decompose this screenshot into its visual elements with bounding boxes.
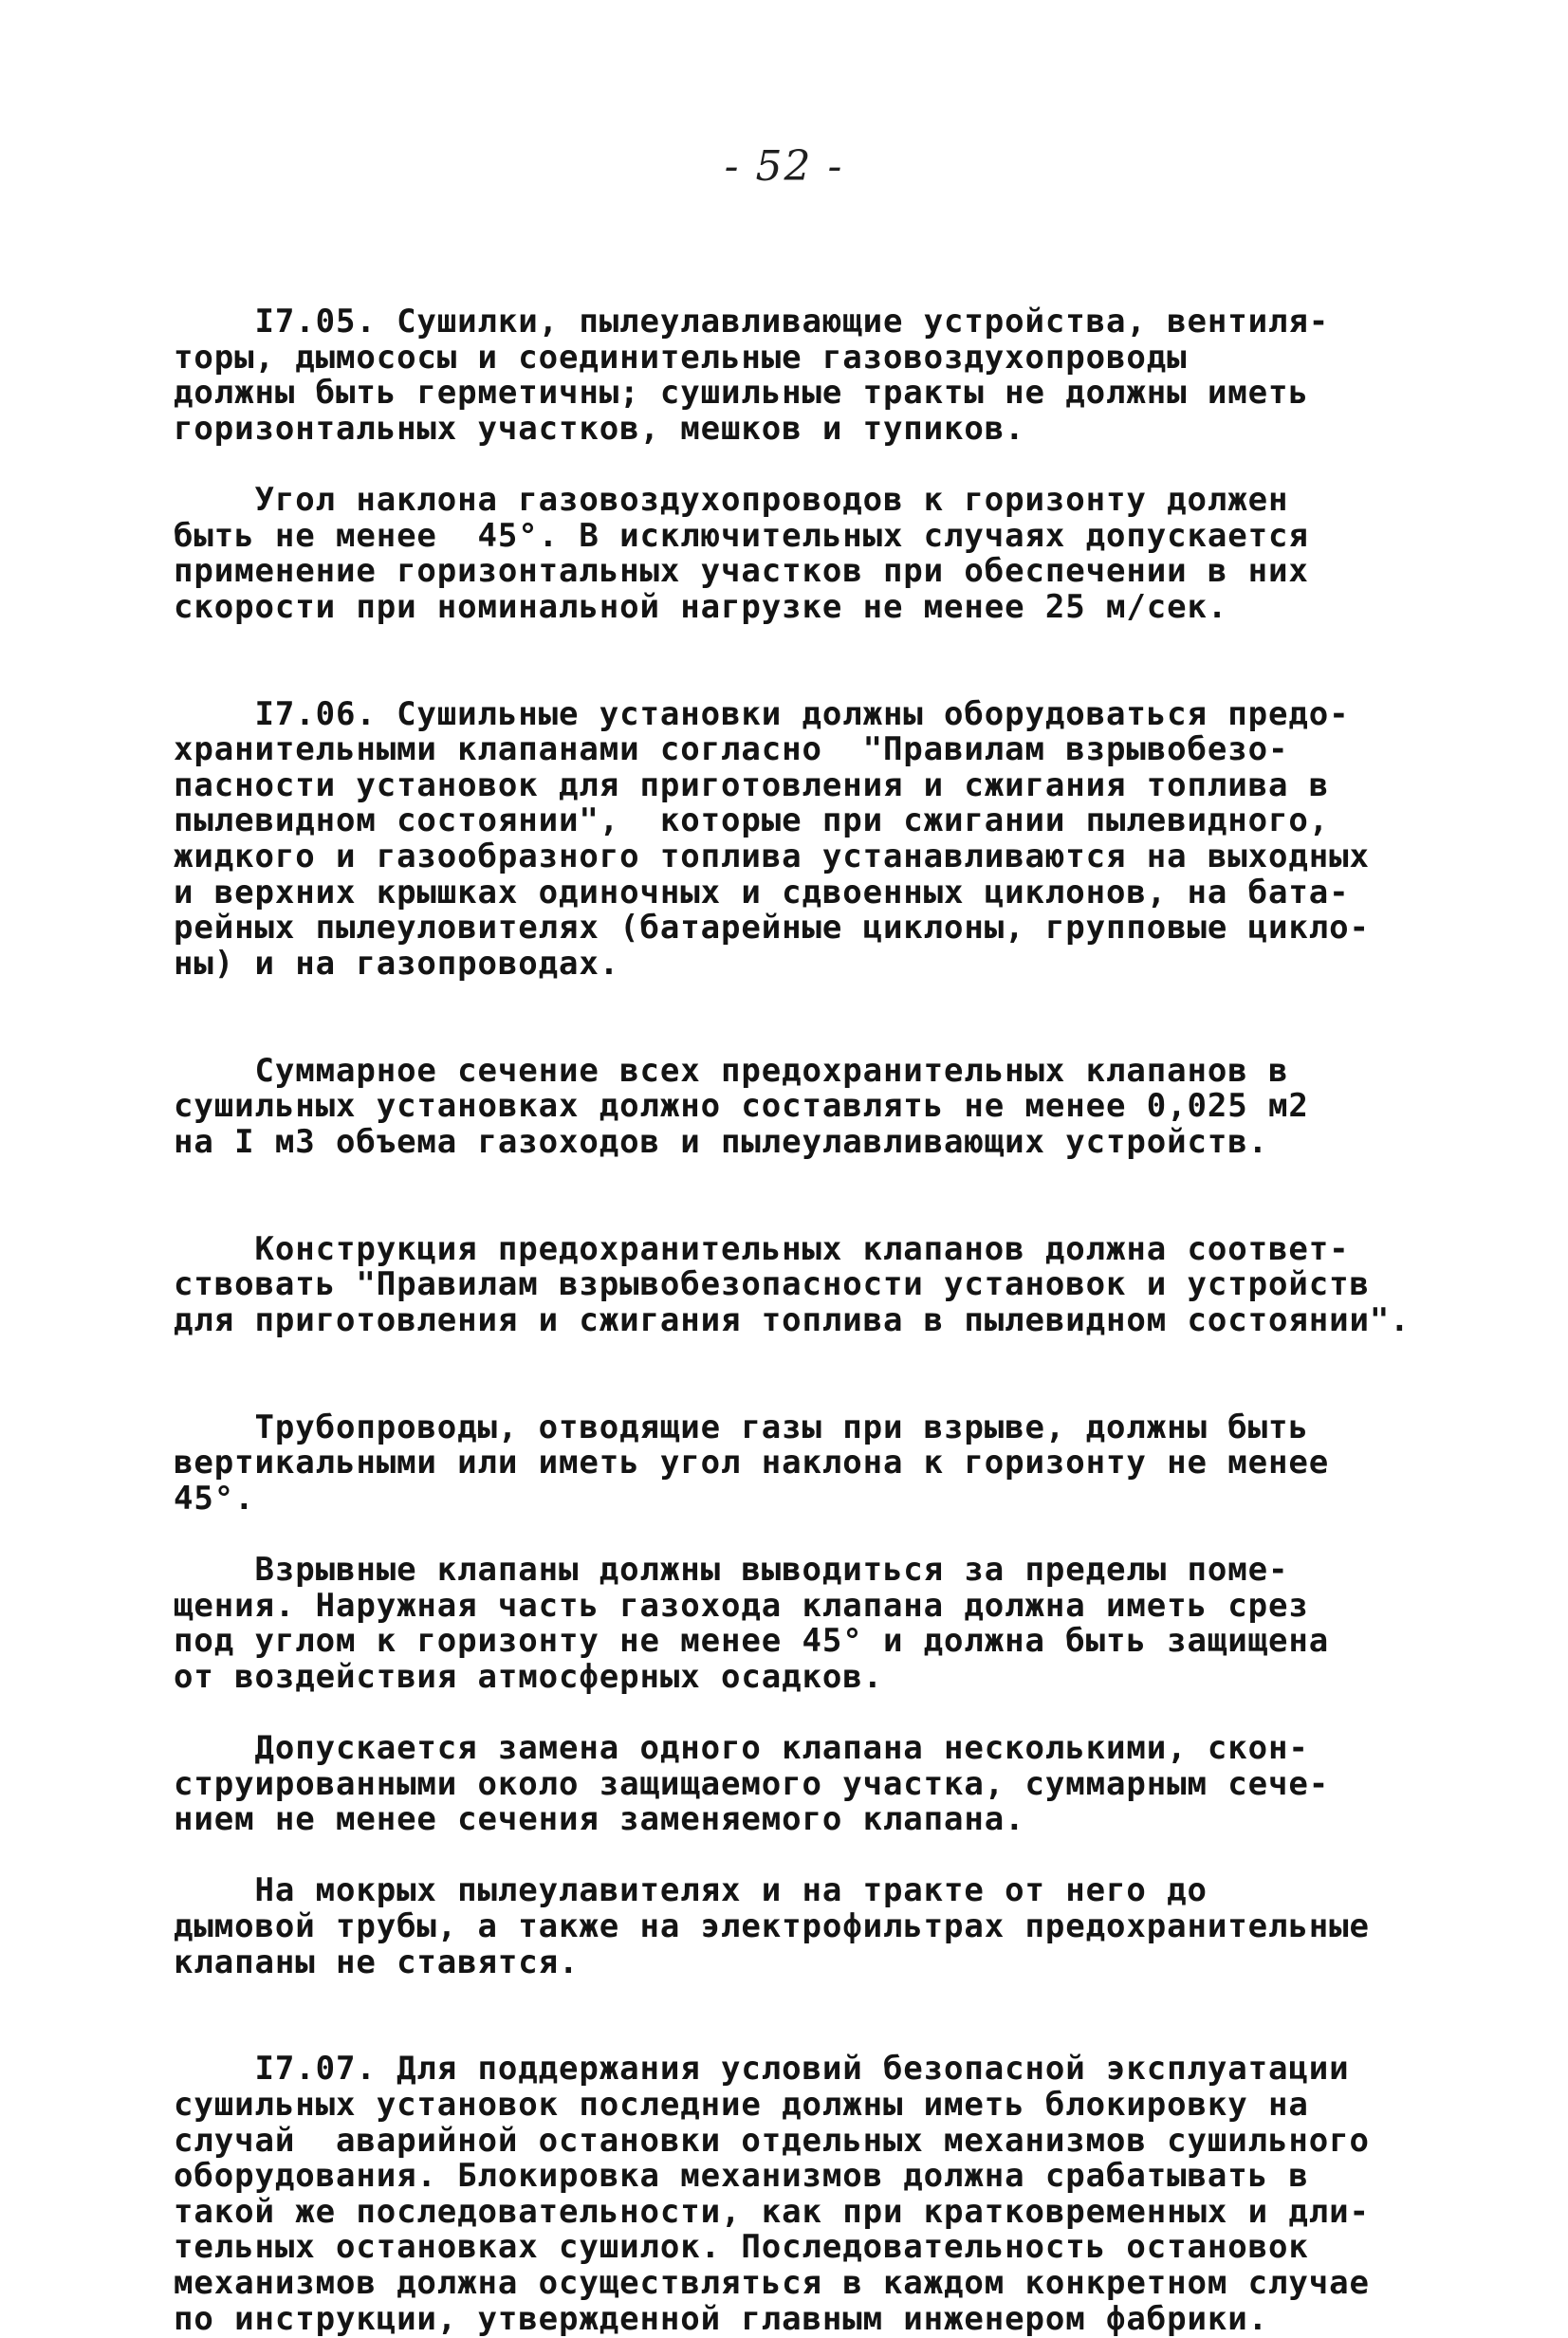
text-line: для приготовления и сжигания топлива в пылевидном состоянии". xyxy=(174,1300,1411,1339)
text-line: от воздействия атмосферных осадков. xyxy=(174,1657,883,1696)
text-line: хранительными клапанами согласно "Правилам взрывобезо- xyxy=(174,730,1289,769)
text-line: механизмов должна осуществляться в каждом конкретном случае xyxy=(174,2264,1370,2302)
text-line: нием не менее сечения заменяемого клапана. xyxy=(174,1800,1025,1839)
text-line: струированными около защищаемого участка, суммарным сече- xyxy=(174,1764,1330,1803)
text-line: на I м3 объема газоходов и пылеулавливающих устройств. xyxy=(174,1122,1268,1161)
text-line: Допускается замена одного клапана несколькими, скон- xyxy=(174,1729,1309,1767)
text-line: тельных остановках сушилок. Последовательность остановок xyxy=(174,2228,1309,2267)
text-line: Взрывные клапаны должны выводиться за пределы поме- xyxy=(174,1551,1289,1589)
text-line: торы, дымососы и соединительные газовоздухопроводы xyxy=(174,338,1188,377)
text-line: Трубопроводы, отводящие газы при взрыве, должны быть xyxy=(174,1408,1309,1446)
text-line: под углом к горизонту не менее 45° и должна быть защищена xyxy=(174,1622,1330,1661)
text-line: такой же последовательности, как при кратковременных и дли- xyxy=(174,2192,1370,2231)
text-line: вертикальными или иметь угол наклона к горизонту не менее xyxy=(174,1444,1330,1482)
page-number: - 52 - xyxy=(724,142,844,191)
text-line: На мокрых пылеулавителях и на тракте от него до xyxy=(174,1871,1208,1910)
text-line: клапаны не ставятся. xyxy=(174,1942,580,1981)
text-line: случай аварийной остановки отдельных механизмов сушильного xyxy=(174,2121,1370,2160)
text-line: скорости при номинальной нагрузке не менее 25 м/сек. xyxy=(174,587,1228,626)
text-line: сушильных установок последние должны иметь блокировку на xyxy=(174,2086,1309,2124)
text-line: жидкого и газообразного топлива устанавливаются на выходных xyxy=(174,838,1370,875)
text-line: рейных пылеуловителях (батарейные циклоны, групповые цикло- xyxy=(174,909,1370,948)
text-line: дымовой трубы, а также на электрофильтрах предохранительные xyxy=(174,1907,1370,1945)
text-line: сушильных установках должно составлять не менее 0,025 м2 xyxy=(174,1087,1309,1126)
text-line: ствовать "Правилам взрывобезопасности установок и устройств xyxy=(174,1265,1370,1304)
text-line: Конструкция предохранительных клапанов должна соответ- xyxy=(174,1229,1350,1268)
text-line: пылевидном состоянии", которые при сжигании пылевидного, xyxy=(174,801,1330,840)
text-line: ны) и на газопроводах. xyxy=(174,944,620,983)
text-line: щения. Наружная часть газохода клапана должна иметь срез xyxy=(174,1586,1309,1625)
text-line: горизонтальных участков, мешков и тупиков. xyxy=(174,409,1025,448)
text-line: должны быть герметичны; сушильные тракты не должны иметь xyxy=(174,374,1309,413)
text-line: быть не менее 45°. В исключительных случаях допускается xyxy=(174,516,1309,555)
text-line: I7.06. Сушильные установки должны оборудоваться предо- xyxy=(174,694,1350,733)
text-line: пасности установок для приготовления и сжигания топлива в xyxy=(174,765,1330,804)
text-line: Суммарное сечение всех предохранительных клапанов в xyxy=(174,1051,1289,1090)
text-line: I7.07. Для поддержания условий безопасной эксплуатации xyxy=(174,2050,1350,2089)
text-line: Угол наклона газовоздухопроводов к горизонту должен xyxy=(174,481,1289,519)
text-line: применение горизонтальных участков при обеспечении в них xyxy=(174,552,1309,591)
text-line: I7.05. Сушилки, пылеулавливающие устройства, вентиля- xyxy=(174,303,1330,341)
text-line: по инструкции, утвержденной главным инженером фабрики. xyxy=(174,2299,1268,2338)
text-line: оборудования. Блокировка механизмов должна срабатывать в xyxy=(174,2157,1309,2196)
text-line: и верхних крышках одиночных и сдвоенных циклонов, на бата- xyxy=(174,873,1350,911)
text-line: 45°. xyxy=(174,1479,255,1518)
